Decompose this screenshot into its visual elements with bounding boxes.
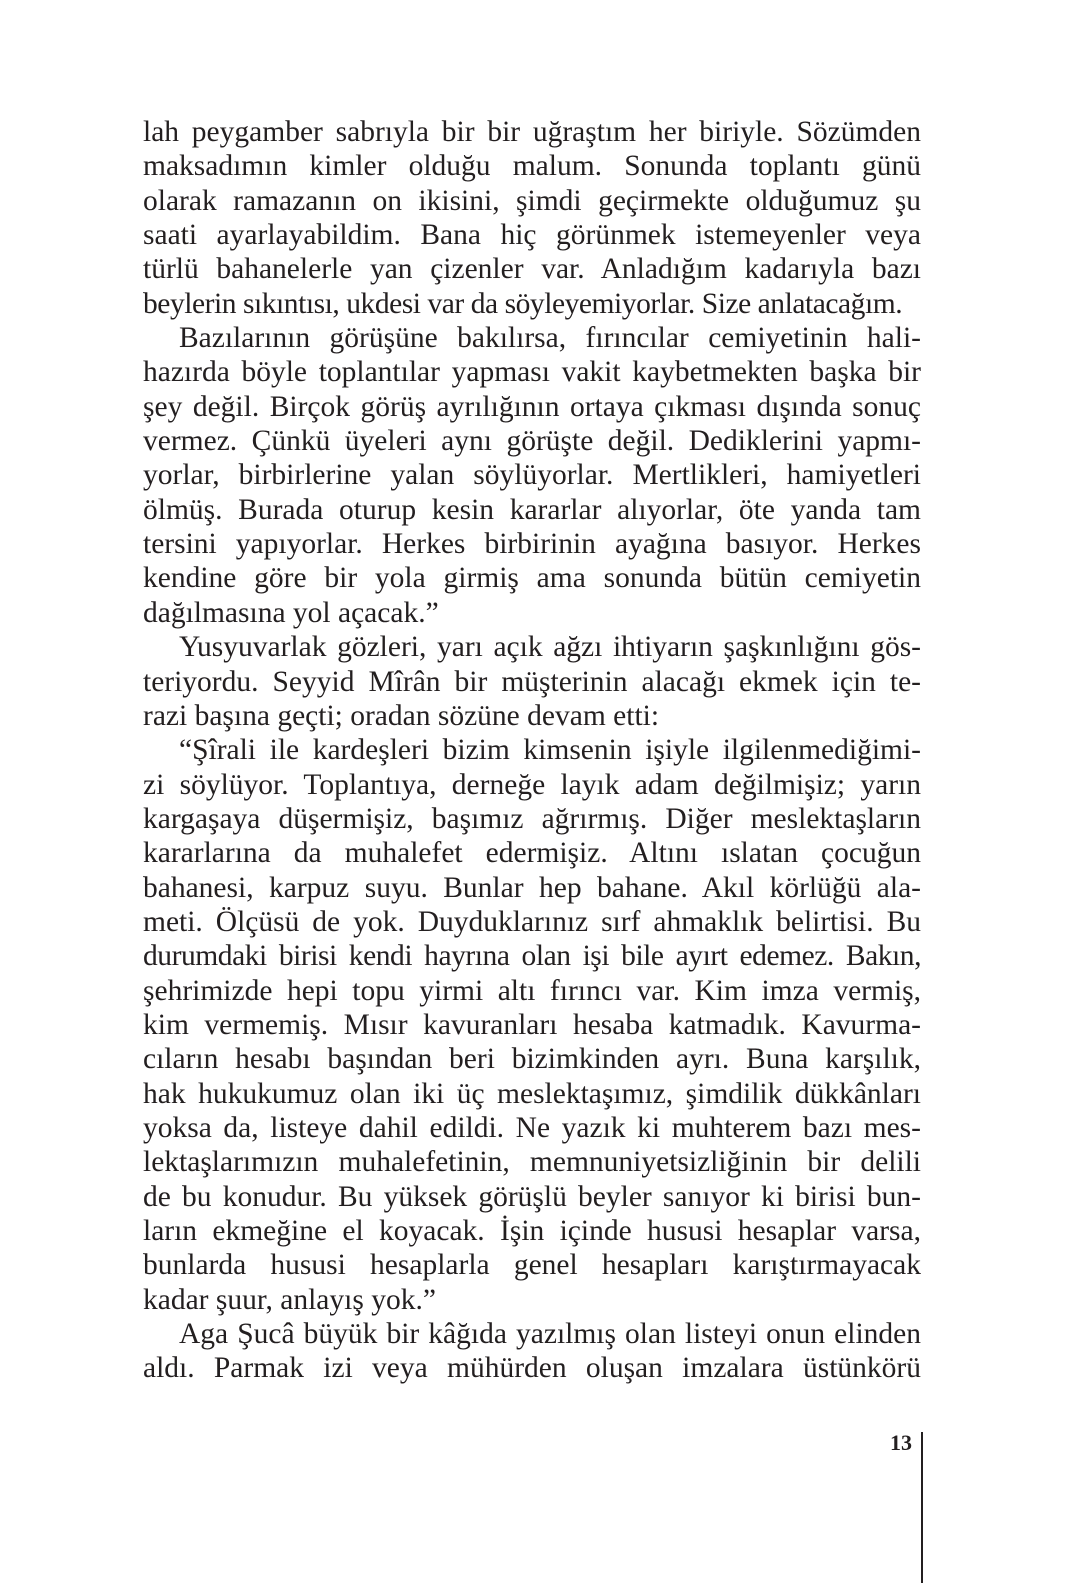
text-line: türlü bahanelerle yan çizenler var. Anladığım kadarıyla bazı xyxy=(143,253,921,286)
text-line: lah peygamber sabrıyla bir bir uğraştım her biriyle. Sözümden xyxy=(143,116,921,148)
text-line: saati ayarlayabildim. Bana hiç görünmek istemeyenler veya xyxy=(143,219,921,252)
margin-rule xyxy=(921,1432,923,1583)
text-line: de bu konudur. Bu yüksek görüşlü beyler sanıyor ki birisi bun- xyxy=(143,1180,921,1213)
text-line: vermez. Çünkü üyeleri aynı görüşte değil. Dediklerini yapmı- xyxy=(143,425,921,458)
text-line: razi başına geçti; oradan sözüne devam etti: xyxy=(143,699,660,732)
text-line: zi söylüyor. Toplantıya, derneğe layık adam değilmişiz; yarın xyxy=(143,768,921,801)
text-line: Aga Şucâ büyük bir kâğıda yazılmış olan listeyi onun elinden xyxy=(179,1318,921,1351)
text-line: Yusyuvarlak gözleri, yarı açık ağzı ihtiyarın şaşkınlığını gös- xyxy=(179,631,921,664)
text-line: tersini yapıyorlar. Herkes birbirinin ayağına basıyor. Herkes xyxy=(143,528,921,561)
text-line: kargaşaya düşermişiz, başımız ağrırmış. Diğer meslektaşların xyxy=(143,802,921,835)
text-line: dağılmasına yol açacak.” xyxy=(143,596,439,629)
text-line: bahanesi, karpuz suyu. Bunlar hep bahane. Akıl körlüğü ala- xyxy=(143,871,921,904)
text-line: Bazılarının görüşüne bakılırsa, fırıncılar cemiyetinin hali- xyxy=(179,322,921,355)
text-line: olarak ramazanın on ikisini, şimdi geçirmekte olduğumuz şu xyxy=(143,184,921,217)
text-line: şehrimizde hepi topu yirmi altı fırıncı var. Kim imza vermiş, xyxy=(143,974,921,1007)
text-line: ların ekmeğine el koyacak. İşin içinde hususi hesaplar varsa, xyxy=(143,1215,921,1247)
text-line: aldı. Parmak izi veya mühürden oluşan imzalara üstünkörü xyxy=(143,1352,921,1385)
text-line: cıların hesabı başından beri bizimkinden ayrı. Buna karşılık, xyxy=(143,1043,921,1076)
text-line: kadar şuur, anlayış yok.” xyxy=(143,1283,436,1316)
text-line: yoksa da, listeye dahil edildi. Ne yazık ki muhterem bazı mes- xyxy=(143,1111,921,1144)
text-line: durumdaki birisi kendi hayrına olan işi bile ayırt edemez. Bakın, xyxy=(143,940,921,973)
text-line: bunlarda hususi hesaplarla genel hesapları karıştırmayacak xyxy=(143,1249,921,1282)
text-line: maksadımın kimler olduğu malum. Sonunda toplantı günü xyxy=(143,150,921,183)
text-line: lektaşlarımızın muhalefetinin, memnuniyetsizliğinin bir delili xyxy=(143,1146,921,1179)
text-line: kim vermemiş. Mısır kavuranları hesaba katmadık. Kavurma- xyxy=(143,1008,921,1041)
page-number: 13 xyxy=(890,1430,912,1455)
text-line: beylerin sıkıntısı, ukdesi var da söyleyemiyorlar. Size anlatacağım. xyxy=(143,287,903,320)
text-line: teriyordu. Seyyid Mîrân bir müşterinin alacağı ekmek için te- xyxy=(143,665,921,698)
text-line: kendine göre bir yola girmiş ama sonunda bütün cemiyetin xyxy=(143,562,921,595)
text-line: meti. Ölçüsü de yok. Duyduklarınız sırf ahmaklık belirtisi. Bu xyxy=(143,905,921,938)
text-line: şey değil. Birçok görüş ayrılığının ortaya çıkması dışında sonuç xyxy=(143,390,921,423)
body-text xyxy=(143,115,921,1386)
text-line: “Şîrali ile kardeşleri bizim kimsenin işiyle ilgilenmediğimi- xyxy=(179,734,921,767)
text-line: hazırda böyle toplantılar yapması vakit kaybetmekten başka bir xyxy=(143,356,921,389)
text-line: yorlar, birbirlerine yalan söylüyorlar. Mertlikleri, hamiyetleri xyxy=(143,459,921,492)
text-line: ölmüş. Burada oturup kesin kararlar alıyorlar, öte yanda tam xyxy=(143,493,921,526)
text-line: hak hukukumuz olan iki üç meslektaşımız, şimdilik dükkânları xyxy=(143,1077,921,1110)
text-line: kararlarına da muhalefet edermişiz. Altını ıslatan çocuğun xyxy=(143,837,921,870)
